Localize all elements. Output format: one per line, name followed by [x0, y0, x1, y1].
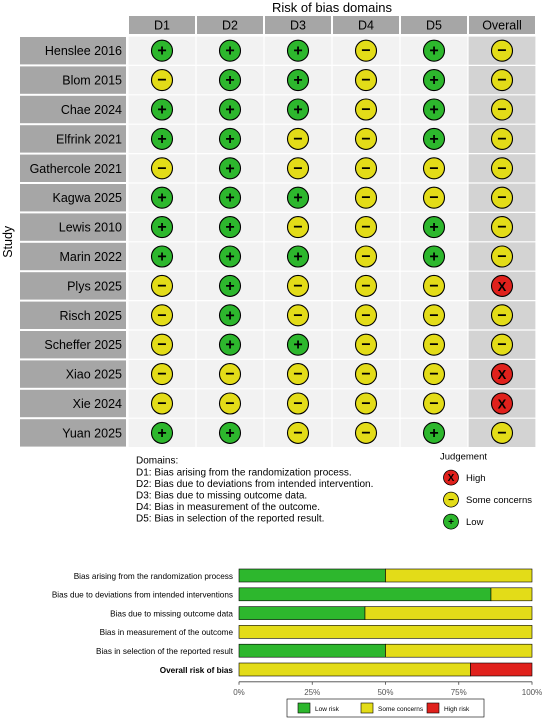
rating-symbol: − — [157, 395, 167, 413]
rating-symbol: − — [157, 160, 167, 178]
bar-segment-0 — [239, 607, 365, 620]
rating-symbol: + — [157, 42, 167, 60]
rating-symbol: + — [429, 424, 439, 442]
bar-segment-0 — [239, 644, 386, 657]
rating-symbol: − — [429, 189, 439, 207]
category-label: Bias due to deviations from intended interventions — [51, 590, 233, 600]
rating-symbol: − — [361, 130, 371, 148]
study-label: Xiao 2025 — [65, 367, 122, 382]
study-label: Blom 2015 — [62, 73, 122, 88]
rating-symbol: − — [497, 130, 507, 148]
study-label: Scheffer 2025 — [44, 338, 122, 353]
legend-label: High — [466, 473, 486, 485]
domain-description: D3: Bias due to missing outcome data. — [136, 490, 308, 502]
rating-symbol: − — [361, 189, 371, 207]
rating-symbol: + — [157, 219, 167, 237]
rating-symbol: − — [225, 366, 235, 384]
rating-symbol: + — [157, 101, 167, 119]
x-tick-label: 75% — [450, 687, 467, 697]
rating-symbol: − — [361, 366, 371, 384]
x-tick-label: 100% — [521, 687, 543, 697]
rating-symbol: + — [225, 72, 235, 90]
column-header-label: D5 — [426, 18, 442, 33]
study-label: Xie 2024 — [72, 397, 122, 411]
chart-title: Risk of bias domains — [272, 0, 392, 15]
rating-symbol: − — [497, 189, 507, 207]
rating-symbol: − — [293, 130, 303, 148]
bar-segment-2 — [470, 663, 532, 676]
category-label: Bias in selection of the reported result — [96, 647, 233, 656]
rating-symbol: + — [225, 42, 235, 60]
x-tick-label: 50% — [377, 687, 394, 697]
rating-symbol: − — [293, 277, 303, 295]
domains-title: Domains: — [136, 455, 179, 467]
study-label: Kagwa 2025 — [52, 191, 122, 206]
bar-segment-1 — [386, 569, 533, 582]
rating-symbol: + — [293, 101, 303, 119]
rating-symbol: − — [157, 307, 167, 325]
rating-symbol: − — [497, 219, 507, 237]
bar-segment-0 — [239, 588, 491, 601]
rating-symbol: − — [361, 248, 371, 266]
rating-symbol: − — [225, 395, 235, 413]
legend-label: High risk — [444, 706, 470, 713]
rating-symbol: − — [497, 160, 507, 178]
legend-label: Low — [466, 517, 484, 529]
rating-symbol: − — [429, 366, 439, 384]
rating-symbol: + — [225, 424, 235, 442]
legend-swatch — [361, 703, 373, 713]
y-axis-label: Study — [1, 225, 15, 258]
rating-symbol: − — [497, 42, 507, 60]
rating-symbol: − — [429, 307, 439, 325]
bar-segment-1 — [491, 588, 532, 601]
bar-segment-0 — [239, 569, 386, 582]
study-label: Gathercole 2021 — [29, 161, 122, 176]
rating-symbol: − — [429, 277, 439, 295]
rating-symbol: + — [429, 248, 439, 266]
rating-symbol: + — [157, 248, 167, 266]
rating-symbol: X — [497, 367, 507, 383]
rating-symbol: + — [157, 189, 167, 207]
legend-swatch — [298, 703, 310, 713]
x-tick-label: 25% — [304, 687, 321, 697]
domain-description: D2: Bias due to deviations from intended intervention. — [136, 479, 374, 491]
rating-symbol: − — [361, 424, 371, 442]
category-label: Bias arising from the randomization process — [73, 571, 233, 581]
rating-symbol: + — [429, 42, 439, 60]
rating-symbol: − — [497, 248, 507, 266]
risk-of-bias-summary-chart — [0, 560, 550, 726]
domain-description: D4: Bias in measurement of the outcome. — [136, 502, 320, 514]
study-label: Lewis 2010 — [58, 220, 122, 235]
rating-symbol: − — [361, 72, 371, 90]
column-header-label: D3 — [290, 18, 306, 33]
rating-symbol: − — [361, 101, 371, 119]
rating-symbol: − — [429, 160, 439, 178]
legend-symbol: X — [447, 473, 455, 485]
rating-symbol: − — [293, 307, 303, 325]
domain-description: D1: Bias arising from the randomization process. — [136, 467, 352, 479]
rating-symbol: − — [157, 336, 167, 354]
bar-segment-1 — [239, 663, 470, 676]
rating-symbol: + — [225, 277, 235, 295]
rating-symbol: − — [361, 42, 371, 60]
rating-symbol: − — [293, 160, 303, 178]
rating-symbol: + — [225, 219, 235, 237]
rating-symbol: + — [293, 248, 303, 266]
rating-symbol: + — [429, 101, 439, 119]
legend-label: Some concerns — [466, 495, 533, 507]
bar-segment-1 — [365, 607, 532, 620]
column-header-label: D1 — [154, 18, 170, 33]
rating-symbol: + — [225, 307, 235, 325]
column-header-label: D2 — [222, 18, 238, 33]
rating-symbol: − — [497, 336, 507, 354]
rating-symbol: − — [361, 160, 371, 178]
rating-symbol: − — [293, 219, 303, 237]
rating-symbol: − — [157, 277, 167, 295]
column-header-label: D4 — [358, 18, 374, 33]
legend-title: Judgement — [440, 451, 488, 463]
rating-symbol: + — [225, 336, 235, 354]
rating-symbol: − — [361, 277, 371, 295]
rating-symbol: + — [293, 189, 303, 207]
rating-symbol: − — [361, 395, 371, 413]
rating-symbol: X — [497, 396, 507, 412]
rating-symbol: − — [293, 366, 303, 384]
rating-symbol: + — [157, 130, 167, 148]
legend-label: Low risk — [315, 706, 339, 713]
rating-symbol: − — [497, 101, 507, 119]
rating-symbol: − — [497, 424, 507, 442]
bar-segment-1 — [386, 644, 533, 657]
rating-symbol: − — [157, 366, 167, 384]
rating-symbol: + — [429, 219, 439, 237]
study-label: Yuan 2025 — [62, 426, 122, 441]
bar-segment-1 — [239, 625, 532, 638]
rating-symbol: + — [293, 72, 303, 90]
column-header-label: Overall — [482, 18, 522, 33]
legend-symbol: − — [448, 495, 454, 507]
rating-symbol: − — [429, 336, 439, 354]
rating-symbol: − — [497, 72, 507, 90]
rating-symbol: − — [361, 307, 371, 325]
rating-symbol: + — [293, 42, 303, 60]
category-label: Bias due to missing outcome data — [110, 609, 233, 619]
study-label: Elfrink 2021 — [55, 132, 122, 147]
rating-symbol: + — [225, 189, 235, 207]
legend-swatch — [427, 703, 439, 713]
study-label: Plys 2025 — [67, 279, 122, 294]
rating-symbol: X — [497, 278, 507, 294]
rating-symbol: + — [157, 424, 167, 442]
rating-symbol: − — [157, 72, 167, 90]
study-label: Henslee 2016 — [44, 44, 122, 59]
rating-symbol: + — [429, 130, 439, 148]
study-label: Chae 2024 — [60, 103, 122, 117]
rating-symbol: + — [225, 101, 235, 119]
x-tick-label: 0% — [233, 687, 245, 697]
legend-label: Some concerns — [378, 706, 424, 713]
rating-symbol: − — [497, 307, 507, 325]
rating-symbol: + — [429, 72, 439, 90]
category-label: Overall risk of bias — [159, 665, 233, 675]
category-label: Bias in measurement of the outcome — [99, 628, 233, 638]
rating-symbol: − — [293, 424, 303, 442]
rating-symbol: + — [225, 248, 235, 266]
study-label: Risch 2025 — [59, 308, 122, 323]
rating-symbol: + — [225, 160, 235, 178]
domain-description: D5: Bias in selection of the reported result. — [136, 513, 325, 525]
rating-symbol: − — [361, 336, 371, 354]
rating-symbol: − — [293, 395, 303, 413]
rating-symbol: − — [361, 219, 371, 237]
study-label: Marin 2022 — [59, 250, 122, 264]
rating-symbol: + — [225, 130, 235, 148]
legend-symbol: + — [448, 517, 454, 529]
rating-symbol: + — [293, 336, 303, 354]
rating-symbol: − — [429, 395, 439, 413]
